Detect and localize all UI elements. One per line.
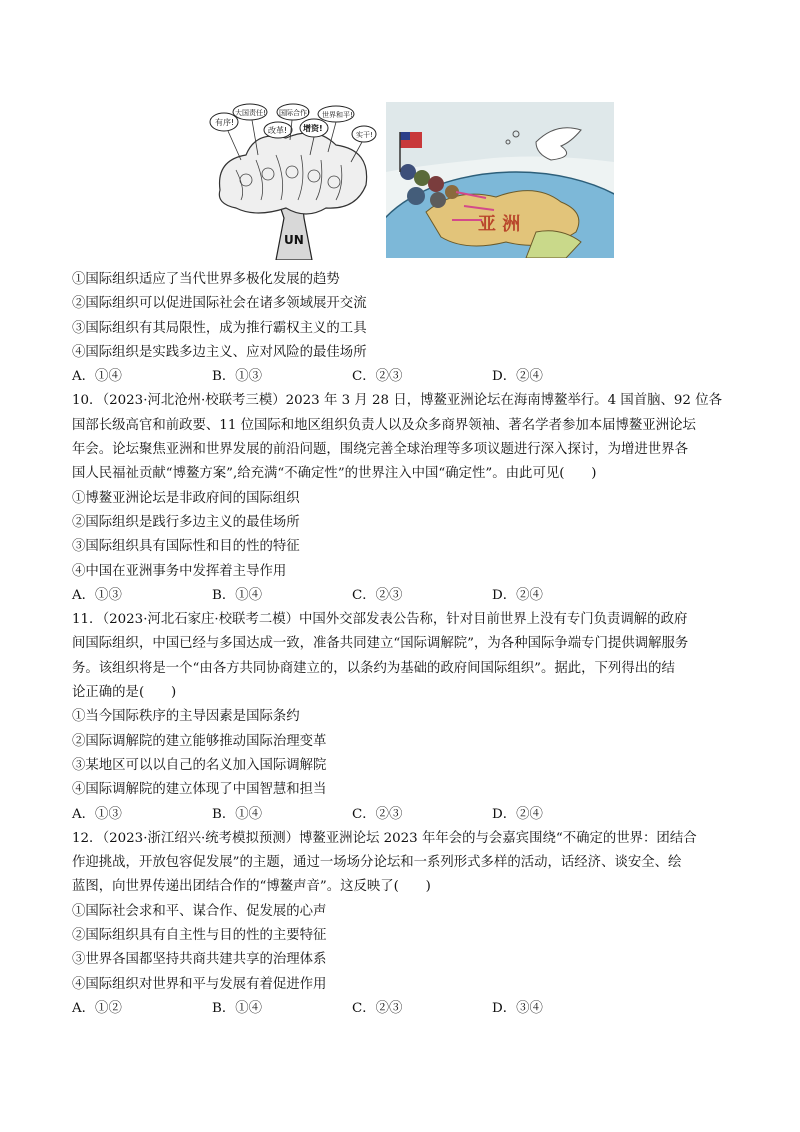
option-d: D．②④ bbox=[492, 369, 543, 385]
option-b: B．①④ bbox=[212, 806, 263, 822]
item: ②国际组织可以促进国际社会在诸多领域展开交流 bbox=[72, 296, 367, 312]
option-b: B．①④ bbox=[212, 1000, 263, 1016]
answer-options bbox=[72, 584, 722, 608]
item: ①国际组织适应了当代世界多极化发展的趋势 bbox=[72, 272, 340, 287]
stem-line: 间国际组织，中国已经与多国达成一致，准备共同建立“国际调解院”，为各种国际争端专门提供调解服务 bbox=[72, 636, 689, 652]
option-c: C．②③ bbox=[352, 587, 403, 603]
item: ④国际组织对世界和平与发展有着促进作用 bbox=[72, 976, 327, 992]
question-10 bbox=[72, 389, 722, 608]
option-a: A．①② bbox=[72, 1000, 122, 1016]
stem-line: 国人民福祉贡献“博鳌方案”,给充满“不确定性”的世界注入中国“确定性”。由此可见( ) bbox=[72, 466, 597, 482]
stem-line: 11．（2023·河北石家庄·校联考二模）中国外交部发表公告称，针对目前世界上没有专门负责调解的政府 bbox=[72, 612, 688, 628]
item: ①当今国际秩序的主导因素是国际条约 bbox=[72, 709, 300, 725]
un-tree-cartoon bbox=[206, 100, 378, 260]
sign-text: 国际合作! bbox=[279, 109, 310, 117]
asia-globe-cartoon bbox=[386, 102, 614, 258]
answer-options bbox=[72, 803, 722, 827]
cartoon-figures bbox=[206, 100, 606, 260]
stem-line: 作迎挑战，开放包容促发展”的主题，通过一场场分论坛和一系列形式多样的活动，话经济、谈安全、绘 bbox=[72, 855, 682, 871]
item: ③国际组织具有国际性和目的性的特征 bbox=[72, 539, 300, 555]
option-c: C．②③ bbox=[352, 806, 403, 822]
option-d: D．③④ bbox=[492, 1000, 543, 1016]
item: ②国际组织是践行多边主义的最佳场所 bbox=[72, 514, 300, 530]
option-a: A．①③ bbox=[72, 806, 122, 822]
option-c: C．②③ bbox=[352, 369, 403, 385]
sign-text: 实干! bbox=[356, 131, 373, 139]
un-label: UN bbox=[284, 233, 304, 247]
stem-line: 务。该组织将是一个“由各方共同协商建立的，以条约为基础的政府间国际组织”。据此，下列得出的结 bbox=[72, 660, 675, 676]
answer-options bbox=[72, 365, 722, 389]
option-b: B．①③ bbox=[212, 369, 263, 385]
asia-label: 亚 洲 bbox=[478, 214, 521, 235]
question-content bbox=[72, 268, 722, 1021]
answer-options bbox=[72, 997, 722, 1021]
option-a: A．①③ bbox=[72, 587, 122, 603]
item: ④中国在亚洲事务中发挥着主导作用 bbox=[72, 563, 287, 579]
question-12 bbox=[72, 827, 722, 1021]
sign-text: 大国责任! bbox=[235, 109, 266, 117]
sign-text: 增资! bbox=[303, 124, 323, 133]
item: ③国际组织有其局限性，成为推行霸权主义的工具 bbox=[72, 320, 367, 336]
option-d: D．②④ bbox=[492, 587, 543, 603]
question-9-items bbox=[72, 268, 722, 389]
stem-line: 年会。论坛聚焦亚洲和世界发展的前沿问题，围绕完善全球治理等多项议题进行深入探讨，为增进世界各 bbox=[72, 442, 688, 458]
option-c: C．②③ bbox=[352, 1000, 403, 1016]
stem-line: 12．（2023·浙江绍兴·统考模拟预测）博鳌亚洲论坛 2023 年年会的与会嘉宾围绕“不确定的世界：团结合 bbox=[72, 830, 697, 846]
item: ④国际调解院的建立体现了中国智慧和担当 bbox=[72, 782, 327, 798]
item: ③世界各国都坚持共商共建共享的治理体系 bbox=[72, 952, 327, 968]
item: ①博鳌亚洲论坛是非政府间的国际组织 bbox=[72, 490, 300, 506]
item: ①国际社会求和平、谋合作、促发展的心声 bbox=[72, 903, 327, 919]
option-a: A．①④ bbox=[72, 369, 122, 385]
item: ②国际组织具有自主性与目的性的主要特征 bbox=[72, 928, 327, 944]
item: ③某地区可以以自己的名义加入国际调解院 bbox=[72, 757, 327, 773]
question-11 bbox=[72, 608, 722, 827]
stem-line: 10．（2023·河北沧州·校联考三模）2023 年 3 月 28 日，博鳌亚洲论坛在海南博鳌举行。4 国首脑、92 位各 bbox=[72, 393, 722, 409]
item: ②国际调解院的建立能够推动国际治理变革 bbox=[72, 733, 327, 749]
sign-text: 世界和平! bbox=[322, 111, 353, 119]
option-d: D．②④ bbox=[492, 806, 543, 822]
stem-line: 论正确的是( ) bbox=[72, 685, 177, 701]
sign-text: 改革! bbox=[268, 126, 288, 135]
item: ④国际组织是实践多边主义、应对风险的最佳场所 bbox=[72, 344, 367, 360]
stem-line: 蓝图，向世界传递出团结合作的“博鳌声音”。这反映了( ) bbox=[72, 879, 431, 895]
sign-text: 有序! bbox=[215, 118, 235, 127]
stem-line: 国部长级高官和前政要、11 位国际和地区组织负责人以及众多商界领袖、著名学者参加本届博鳌亚洲论坛 bbox=[72, 417, 696, 433]
option-b: B．①④ bbox=[212, 587, 263, 603]
